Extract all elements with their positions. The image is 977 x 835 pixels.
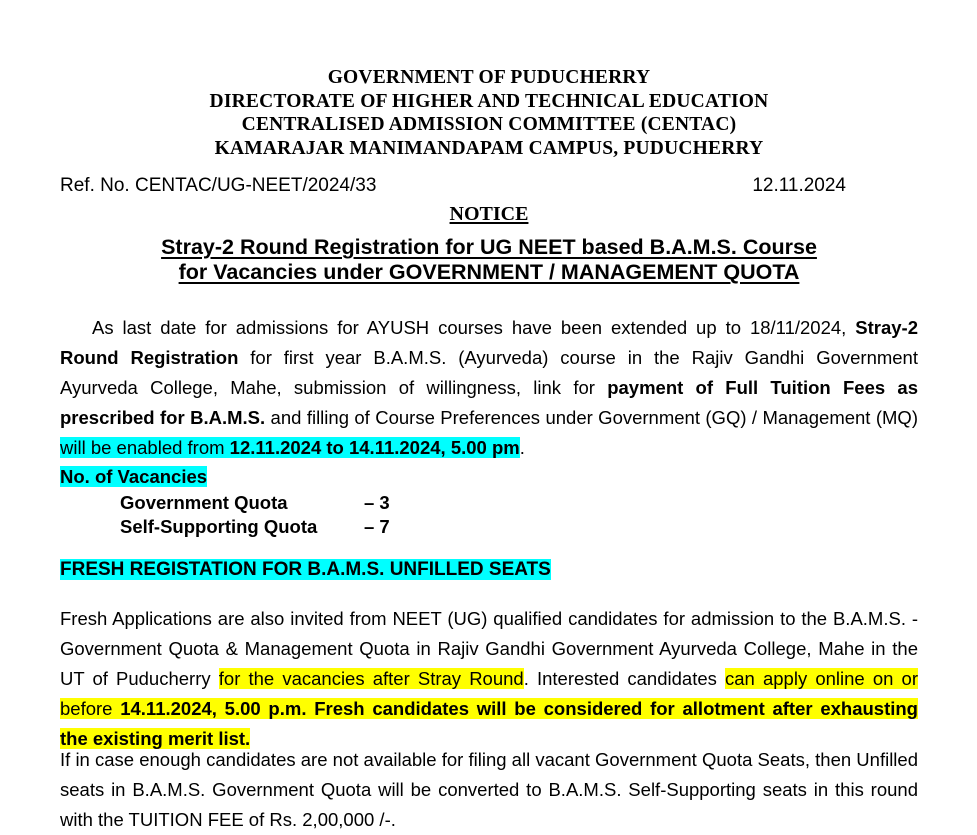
p1-segment-8: . — [519, 437, 525, 458]
subject-title — [60, 235, 918, 285]
letterhead — [60, 66, 918, 160]
fresh-registration-banner-text: FRESH REGISTATION FOR B.A.M.S. UNFILLED SEATS — [60, 559, 551, 580]
vacancy-row-government-quota — [120, 491, 390, 515]
vacancies-list — [120, 491, 390, 539]
p1-segment-3: for first year B.A.M.S. (Ayurveda) course in the Rajiv Gandhi Government Ayurveda College, Mahe, submission of willingness, link for — [60, 347, 918, 398]
p1-segment-5: and filling of Course Preferences under Government (GQ) / Management (MQ) — [265, 407, 918, 428]
p1-segment-4-bold: payment of Full Tuition Fees as prescribed for B.A.M.S. — [60, 377, 918, 428]
p2-segment-1: Fresh Applications are also invited from NEET (UG) qualified candidates for admission to the B.A.M.S. - Government Quota & Management Quota in Rajiv Gandhi Government Ayurveda College, Mahe in the UT of Puducherry — [60, 608, 918, 689]
vacancy-label-government-quota: Government Quota — [120, 492, 288, 513]
reference-row — [60, 175, 918, 197]
subject-title-line-1: Stray-2 Round Registration for UG NEET based B.A.M.S. Course — [161, 235, 817, 259]
p1-segment-2-bold: Stray-2 Round Registration — [60, 317, 918, 368]
vacancy-value-self-supporting-quota: – 7 — [364, 516, 390, 537]
letterhead-line-4: KAMARAJAR MANIMANDAPAM CAMPUS, PUDUCHERRY — [214, 137, 764, 159]
notice-heading-text: NOTICE — [449, 203, 529, 225]
p2-highlight-deadline-and-merit-note: 14.11.2024, 5.00 p.m. Fresh candidates will be considered for allotment after exhausting the existing merit list. — [60, 698, 918, 749]
p1-segment-1: As last date for admissions for AYUSH courses have been extended up to 18/11/2024, — [92, 317, 856, 338]
subject-title-line-2: for Vacancies under GOVERNMENT / MANAGEMENT QUOTA — [178, 260, 800, 284]
p1-highlight-enabled-from: will be enabled from — [60, 437, 230, 458]
paragraph-fresh-applications — [60, 604, 918, 754]
reference-number: Ref. No. CENTAC/UG-NEET/2024/33 — [60, 175, 377, 196]
vacancy-label-self-supporting-quota: Self-Supporting Quota — [120, 516, 318, 537]
paragraph-conversion-note: If in case enough candidates are not available for filing all vacant Government Quota Seats, then Unfilled seats in B.A.M.S. Government Quota will be converted to B.A.M.S. Self-Supporting seats in this round with the TUITION FEE of Rs. 2,00,000 /-. — [60, 749, 918, 830]
letterhead-line-2: DIRECTORATE OF HIGHER AND TECHNICAL EDUCATION — [209, 90, 769, 112]
notice-heading — [60, 203, 918, 226]
fresh-registration-banner — [60, 557, 551, 582]
p2-highlight-apply-online: can apply online on or before — [60, 668, 918, 719]
p1-highlight-date-range: 12.11.2024 to 14.11.2024, 5.00 pm — [229, 437, 520, 458]
p2-highlight-vacancies-after-stray: for the vacancies after Stray Round — [218, 668, 524, 689]
letterhead-line-1: GOVERNMENT OF PUDUCHERRY — [327, 67, 651, 88]
paragraph-stray2-details — [60, 313, 918, 463]
vacancies-heading — [60, 465, 207, 489]
p2-segment-3: . Interested candidates — [523, 668, 726, 689]
notice-date: 12.11.2024 — [752, 175, 846, 196]
vacancy-value-government-quota: – 3 — [364, 492, 390, 513]
vacancy-row-self-supporting-quota — [120, 515, 390, 539]
letterhead-line-3: CENTRALISED ADMISSION COMMITTEE (CENTAC) — [241, 114, 737, 135]
vacancies-heading-text: No. of Vacancies — [60, 466, 208, 487]
